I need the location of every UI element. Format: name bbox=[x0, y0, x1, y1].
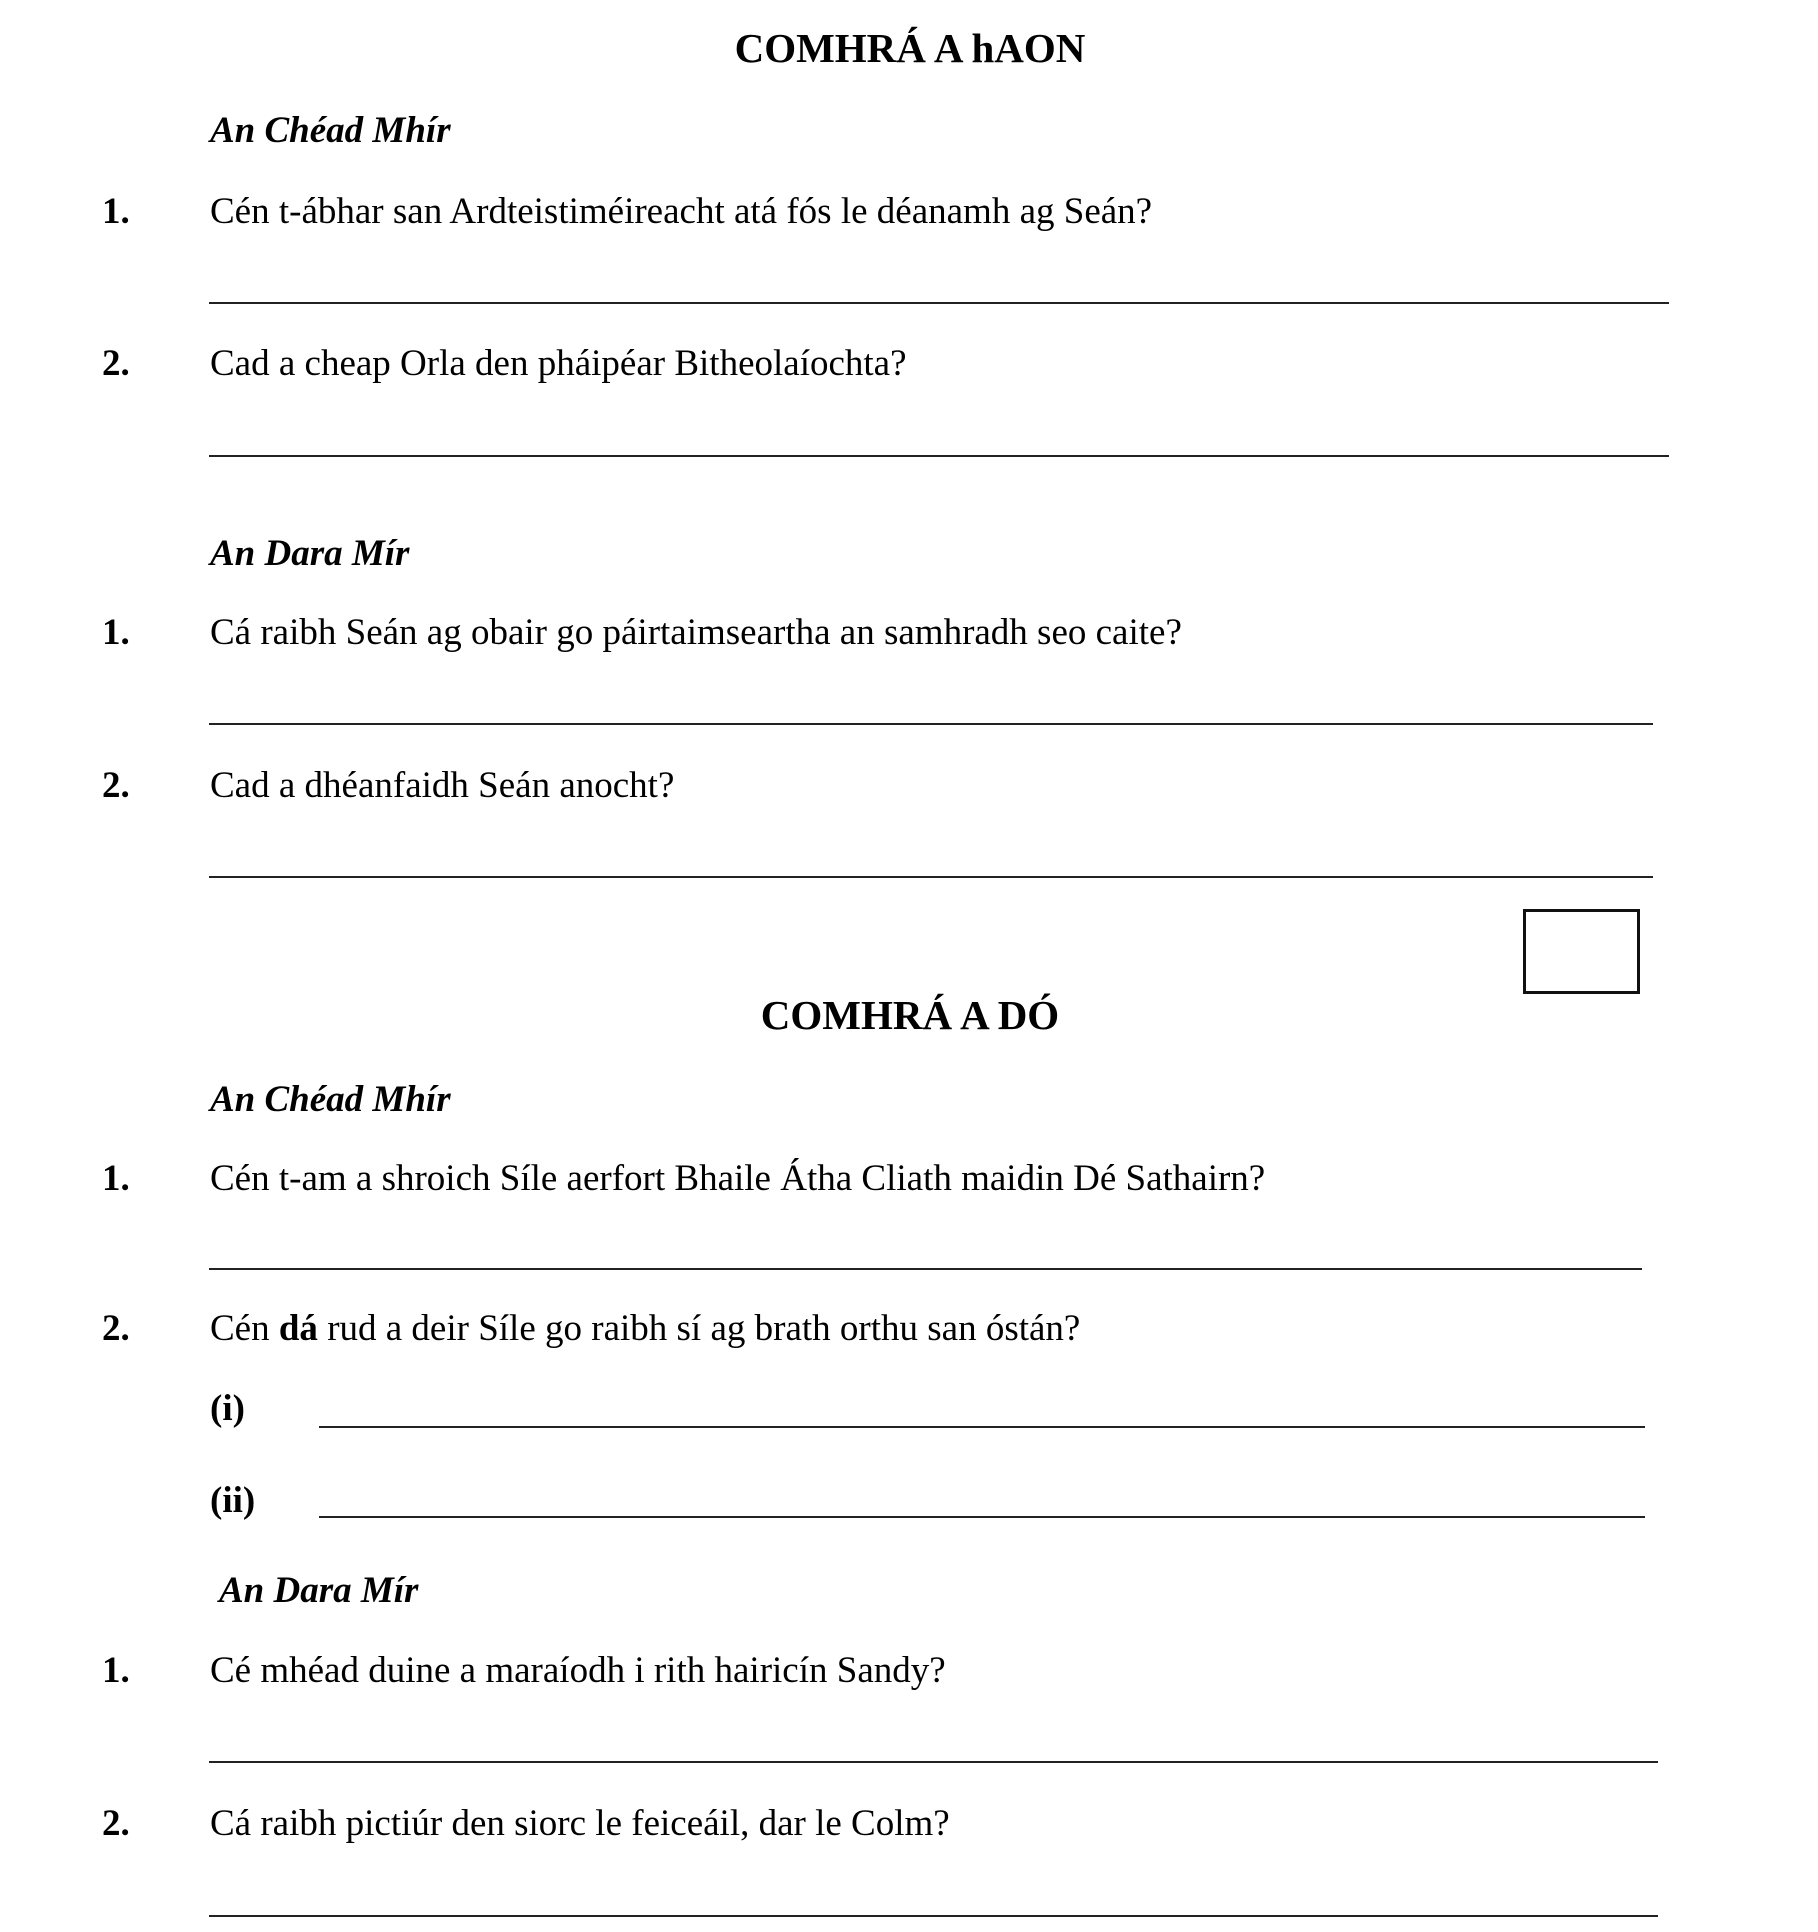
answer-line-i[interactable] bbox=[319, 1426, 1645, 1428]
question-text: Cad a dhéanfaidh Seán anocht? bbox=[210, 765, 675, 806]
question-number: 2. bbox=[102, 1308, 130, 1349]
answer-line[interactable] bbox=[209, 1761, 1658, 1763]
question-text: Cén t-am a shroich Síle aerfort Bhaile Átha Cliath maidin Dé Sathairn? bbox=[210, 1158, 1266, 1199]
section-heading: An Dara Mír bbox=[210, 533, 410, 574]
answer-line[interactable] bbox=[209, 302, 1669, 304]
conversation-1-title: COMHRÁ A hAON bbox=[734, 25, 1086, 71]
question-text: Cé mhéad duine a maraíodh i rith hairicín Sandy? bbox=[210, 1650, 946, 1691]
section-heading: An Chéad Mhír bbox=[210, 1079, 451, 1120]
question-number: 2. bbox=[102, 1803, 130, 1844]
question-number: 2. bbox=[102, 343, 130, 384]
sub-answer-label: (i) bbox=[210, 1388, 245, 1429]
question-number: 1. bbox=[102, 1158, 130, 1199]
answer-line[interactable] bbox=[209, 876, 1653, 878]
answer-line[interactable] bbox=[209, 1915, 1658, 1917]
answer-line-ii[interactable] bbox=[319, 1516, 1645, 1518]
section-heading: An Dara Mír bbox=[219, 1570, 419, 1611]
question-text: Cad a cheap Orla den pháipéar Bitheolaíochta? bbox=[210, 343, 907, 384]
answer-line[interactable] bbox=[209, 455, 1669, 457]
answer-line[interactable] bbox=[209, 1268, 1642, 1270]
sub-answer-label: (ii) bbox=[210, 1480, 256, 1521]
question-number: 1. bbox=[102, 1650, 130, 1691]
emphasis-text: dá bbox=[278, 1308, 318, 1349]
conversation-2-title: COMHRÁ A DÓ bbox=[760, 992, 1060, 1038]
section-heading: An Chéad Mhír bbox=[210, 110, 451, 151]
question-text: Cén t-ábhar san Ardteistiméireacht atá fós le déanamh ag Seán? bbox=[210, 191, 1153, 232]
question-text: Cén dá rud a deir Síle go raibh sí ag brath orthu san óstán? bbox=[210, 1308, 1081, 1349]
question-text: Cá raibh Seán ag obair go páirtaimseartha an samhradh seo caite? bbox=[210, 612, 1182, 653]
question-number: 1. bbox=[102, 612, 130, 653]
question-number: 1. bbox=[102, 191, 130, 232]
question-number: 2. bbox=[102, 765, 130, 806]
answer-line[interactable] bbox=[209, 723, 1653, 725]
question-text: Cá raibh pictiúr den siorc le feiceáil, dar le Colm? bbox=[210, 1803, 950, 1844]
marks-box[interactable] bbox=[1523, 909, 1640, 994]
